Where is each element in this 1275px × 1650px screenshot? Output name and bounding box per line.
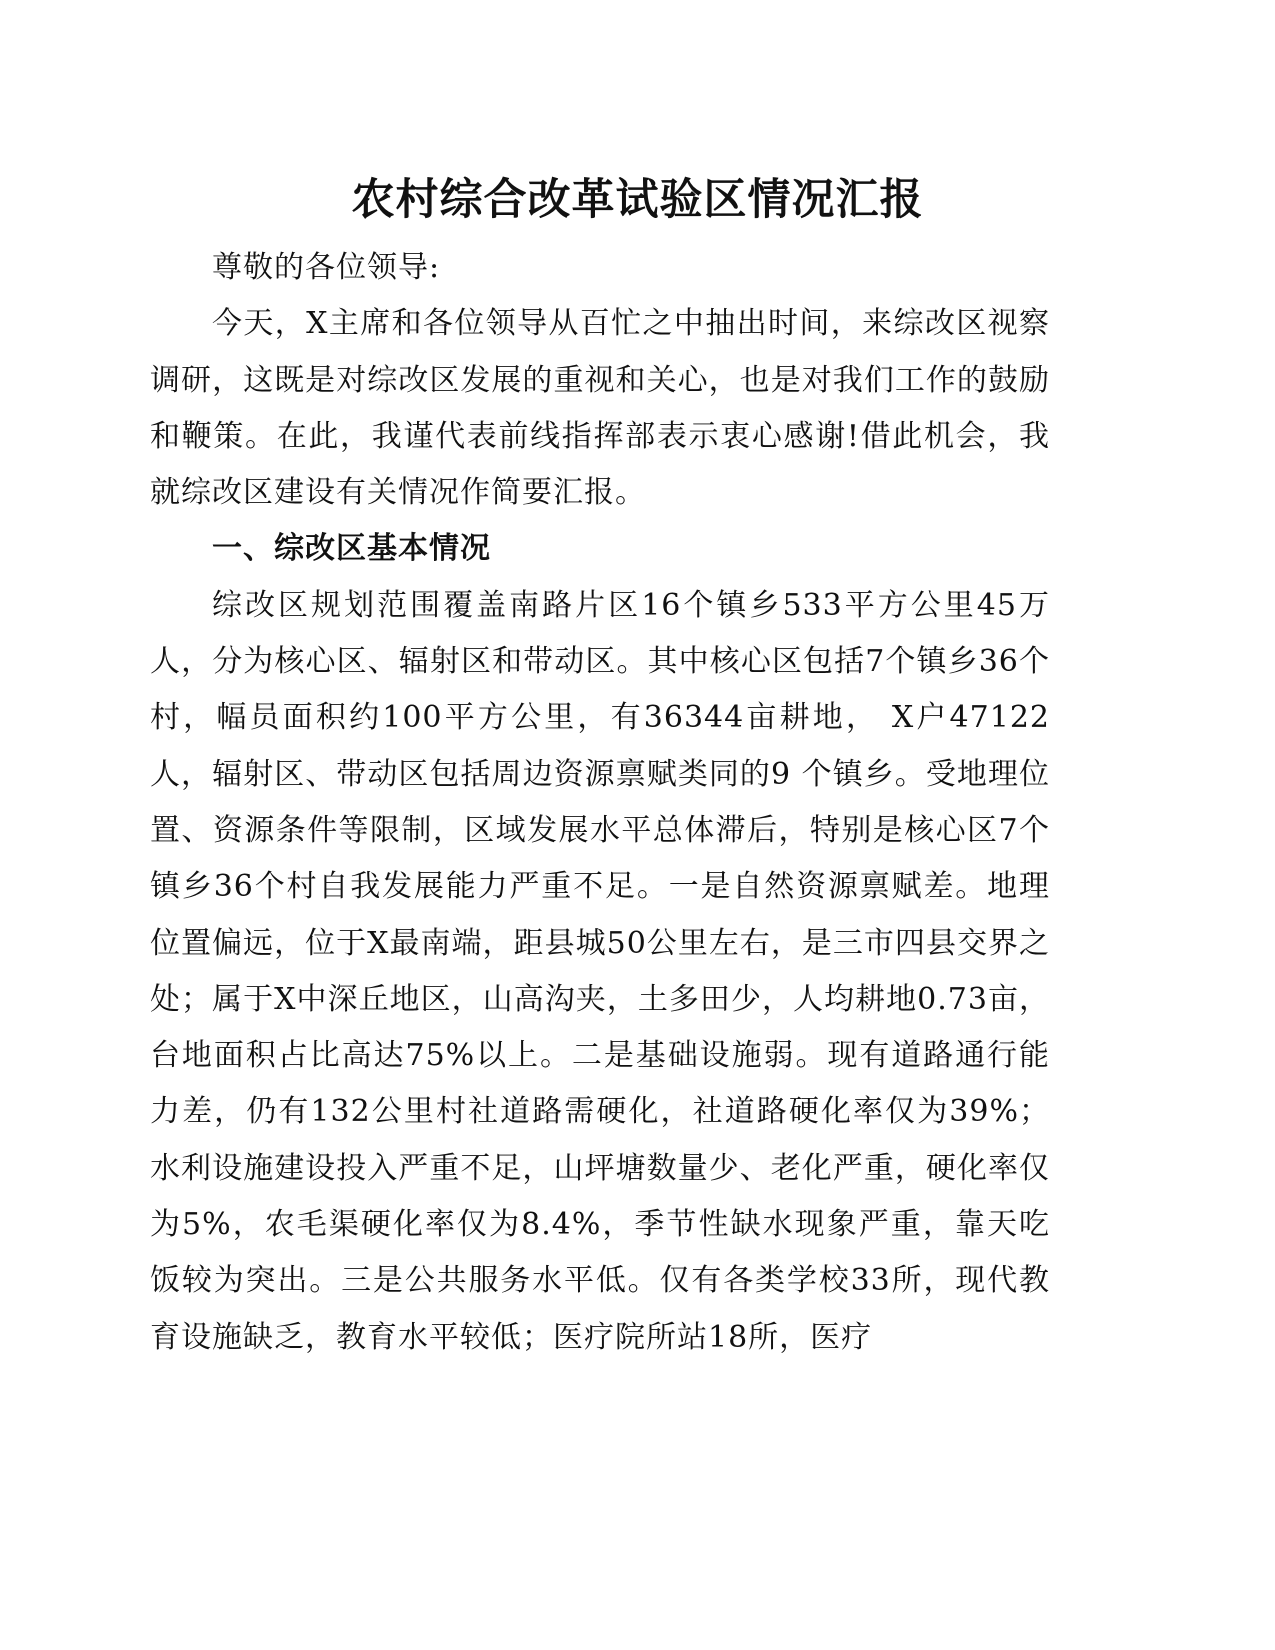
salutation: 尊敬的各位领导: bbox=[212, 250, 441, 285]
document-body bbox=[150, 240, 1050, 1366]
section-heading: 一、综改区基本情况 bbox=[212, 531, 491, 567]
document-title: 农村综合改革试验区情况汇报 bbox=[351, 175, 924, 225]
body-paragraph: 今天，X主席和各位领导从百忙之中抽出时间，来综改区视察调研，这既是对综改区发展的重视和关心，也是对我们工作的鼓励和鞭策。在此，我谨代表前线指挥部表示衷心感谢!借此机会，我就综改区建设有关情况作简要汇报。 bbox=[150, 306, 1050, 511]
body-paragraph: 综改区规划范围覆盖南路片区16个镇乡533平方公里45万人，分为核心区、辐射区和带动区。其中核心区包括7个镇乡36个村，幅员面积约100平方公里，有36344亩耕地， X户47122人，辐射区、带动区包括周边资源禀赋类同的9 个镇乡。受地理位置、资源条件等限制，区域发展水平总体滞后，特别是核心区7个镇乡36个村自我发展能力严重不足。一是自然资源禀赋差。地理位置偏远，位于X最南端，距县城50公里左右，是三市四县交界之处；属于X中深丘地区，山高沟夹，土多田少，人均耕地0.73亩，台地面积占比高达75%以上。二是基础设施弱。现有道路通行能力差，仍有132公里村社道路需硬化，社道路硬化率仅为39%；水利设施建设投入严重不足，山坪塘数量少、老化严重，硬化率仅为5%，农毛渠硬化率仅为8.4%，季节性缺水现象严重，靠天吃饭较为突出。三是公共服务水平低。仅有各类学校33所，现代教育设施缺乏，教育水平较低；医疗院所站18所，医疗 bbox=[150, 587, 1050, 1355]
